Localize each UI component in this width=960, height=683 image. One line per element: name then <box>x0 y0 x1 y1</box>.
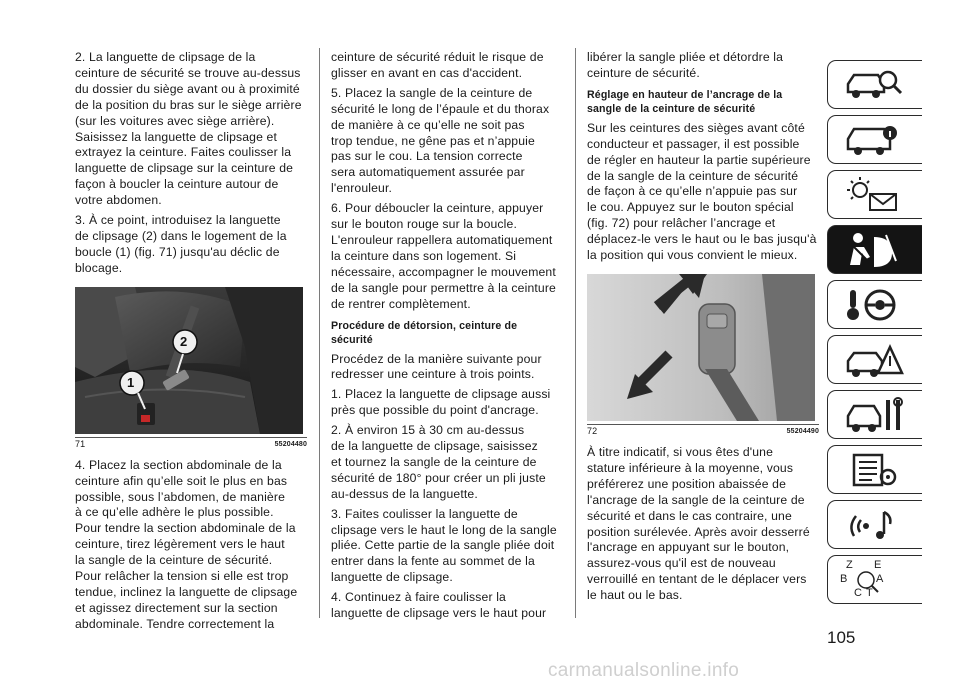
figure-rule <box>75 437 307 438</box>
text-column-1 <box>75 50 307 637</box>
chapter-tab-safety[interactable] <box>827 225 922 274</box>
seatbelt-airbag-icon <box>844 231 904 269</box>
chapter-tab-dashboard[interactable] <box>827 115 922 164</box>
figure-caption <box>75 439 307 450</box>
steering-wheel-key-icon <box>844 286 904 324</box>
paragraph-height-adjust: Sur les ceintures des sièges avant côté conducteur et passager, il est possible de régler en hauteur la partie supérieure de la sangle de la ceinture de sécurité de façon à ce qu’elle n’appuie pas sur le cou. Appuyez sur le bouton spécial (fig. 72) pour relâcher l’ancrage et déplacez-le vers le haut ou le bas jusqu'à la position qui vous convient le mieux. <box>587 120 817 263</box>
paragraph-step-3: 3. À ce point, introduisez la languette de clipsage (2) dans le logement de la boucle (1) (fig. 71) jusqu'au déclic de blocage. <box>75 213 287 275</box>
text-column-3 <box>587 50 819 608</box>
paragraph-continued: ceinture de sécurité réduit le risque de glisser en avant en cas d'accident. <box>331 50 544 80</box>
page-number: 105 <box>827 628 856 647</box>
column-divider-left <box>319 48 320 618</box>
text-column-2 <box>331 50 563 626</box>
index-letter: T <box>866 587 873 599</box>
car-magnifier-icon <box>844 66 904 104</box>
callout-2: 2 <box>180 333 188 349</box>
figure-72 <box>587 274 819 437</box>
figure-caption <box>587 426 819 437</box>
chapter-tab-emergency[interactable] <box>827 335 922 384</box>
watermark: carmanualsonline.info <box>548 660 740 681</box>
figure-code: 55204480 <box>274 440 307 448</box>
figure-number: 71 <box>75 438 86 449</box>
chapter-tab-index[interactable] <box>827 555 922 604</box>
paragraph-step-4: 4. Placez la section abdominale de la ceinture afin qu’elle soit le plus en bas possible, sous l’abdomen, de manière à ce qu’elle adhère le plus possible. Pour tendre la section abdominale de la ceinture, tirez légèrement vers le haut la sangle de la ceinture de sécurité. Pour relâcher la tension si elle est trop tendue, inclinez la languette de clipsage et agissez directement sur la section abdominale. Tendre correctement la <box>75 457 298 631</box>
car-wrench-icon <box>844 396 904 434</box>
chapter-tab-knowing-vehicle[interactable] <box>827 60 922 109</box>
paragraph-step-2: 2. La languette de clipsage de la ceinture de sécurité se trouve au-dessus du dossier du siège avant ou à proximité de la position du bras sur le siège arrière (sur les voitures avec siège arrière). Saisissez la languette de clipsage et extrayez la ceinture. Faites coulisser la languette de clipsage sur la ceinture de façon à boucler la ceinture autour de votre abdomen. <box>75 50 302 208</box>
paragraph-untwist-step-4: 4. Continuez à faire coulisser la languette de clipsage vers le haut pour <box>331 590 547 621</box>
figure-71 <box>75 287 307 450</box>
paragraph-step-6: 6. Pour déboucler la ceinture, appuyer sur le bouton rouge sur la boucle. L'enrouleur rappellera automatiquement la ceinture dans son logement. Si nécessaire, accompagner le mouvement de la sangle pour permettre à la ceinture de rentrer complètement. <box>331 201 556 311</box>
figure-code: 55204490 <box>786 427 819 435</box>
alphabetical-index-icon <box>840 559 900 601</box>
paragraph-untwist-step-3: 3. Faites coulisser la languette de clipsage vers le haut le long de la sangle pliée. Cette partie de la sangle pliée doit entrer dans la fente au sommet de la languette de clipsage. <box>331 506 557 585</box>
section-heading-untwist: Procédure de détorsion, ceinture de sécurité <box>331 319 518 346</box>
multimedia-icon <box>844 506 904 544</box>
paragraph-intro: Procédez de la manière suivante pour redresser une ceinture à trois points. <box>331 351 542 382</box>
seat-buckle-photo <box>75 287 303 434</box>
paragraph-continued-3: libérer la sangle pliée et détordre la ceinture de sécurité. <box>587 50 784 80</box>
paragraph-indicative: À titre indicatif, si vous êtes d'une stature inférieure à la moyenne, vous préférerez une position abaissée de l'ancrage de la sangle de la ceinture de sécurité et dans le cas contraire, une position surélevée. Après avoir desserré l'ancrage en appuyant sur le bouton, assurez-vous qu'il est de nouveau verrouillé en tentant de le déplacer vers le haut ou le bas. <box>587 444 810 603</box>
warning-lights-message-icon <box>844 176 904 214</box>
index-letter: E <box>874 559 882 571</box>
index-letter: B <box>840 573 848 585</box>
figure-number: 72 <box>587 425 598 436</box>
index-letter: Z <box>846 559 853 571</box>
callout-1: 1 <box>127 374 135 390</box>
index-letter: A <box>876 573 884 585</box>
emergency-triangle-icon <box>844 341 904 379</box>
column-divider-right <box>575 48 576 618</box>
index-letter: C <box>854 587 862 599</box>
paragraph-untwist-step-2: 2. À environ 15 à 30 cm au-dessus de la languette de clipsage, saisissez et tournez la sangle de la ceinture de sécurité de 180° pour créer un pli juste au-dessus de la languette. <box>331 423 546 501</box>
chapter-tab-starting-driving[interactable] <box>827 280 922 329</box>
section-heading-height-adjust: Réglage en hauteur de l’ancrage de la sangle de la ceinture de sécurité <box>587 88 783 116</box>
chapter-tab-warning-lights[interactable] <box>827 170 922 219</box>
chapter-tab-multimedia[interactable] <box>827 500 922 549</box>
chapter-tab-technical-data[interactable] <box>827 445 922 494</box>
paragraph-step-5: 5. Placez la sangle de la ceinture de sécurité le long de l’épaule et du thorax de manière à ce qu’elle ne soit pas trop tendue, ne gêne pas et n’appuie pas sur le cou. La tension correcte sera automatiquement assurée par l'enrouleur. <box>331 85 550 196</box>
belt-anchor-photo <box>587 274 815 421</box>
figure-rule <box>587 424 819 425</box>
car-info-icon <box>844 121 904 159</box>
paragraph-untwist-step-1: 1. Placez la languette de clipsage aussi près que possible du point d'ancrage. <box>331 387 551 418</box>
chapter-tab-maintenance[interactable] <box>827 390 922 439</box>
technical-data-icon <box>844 451 904 489</box>
